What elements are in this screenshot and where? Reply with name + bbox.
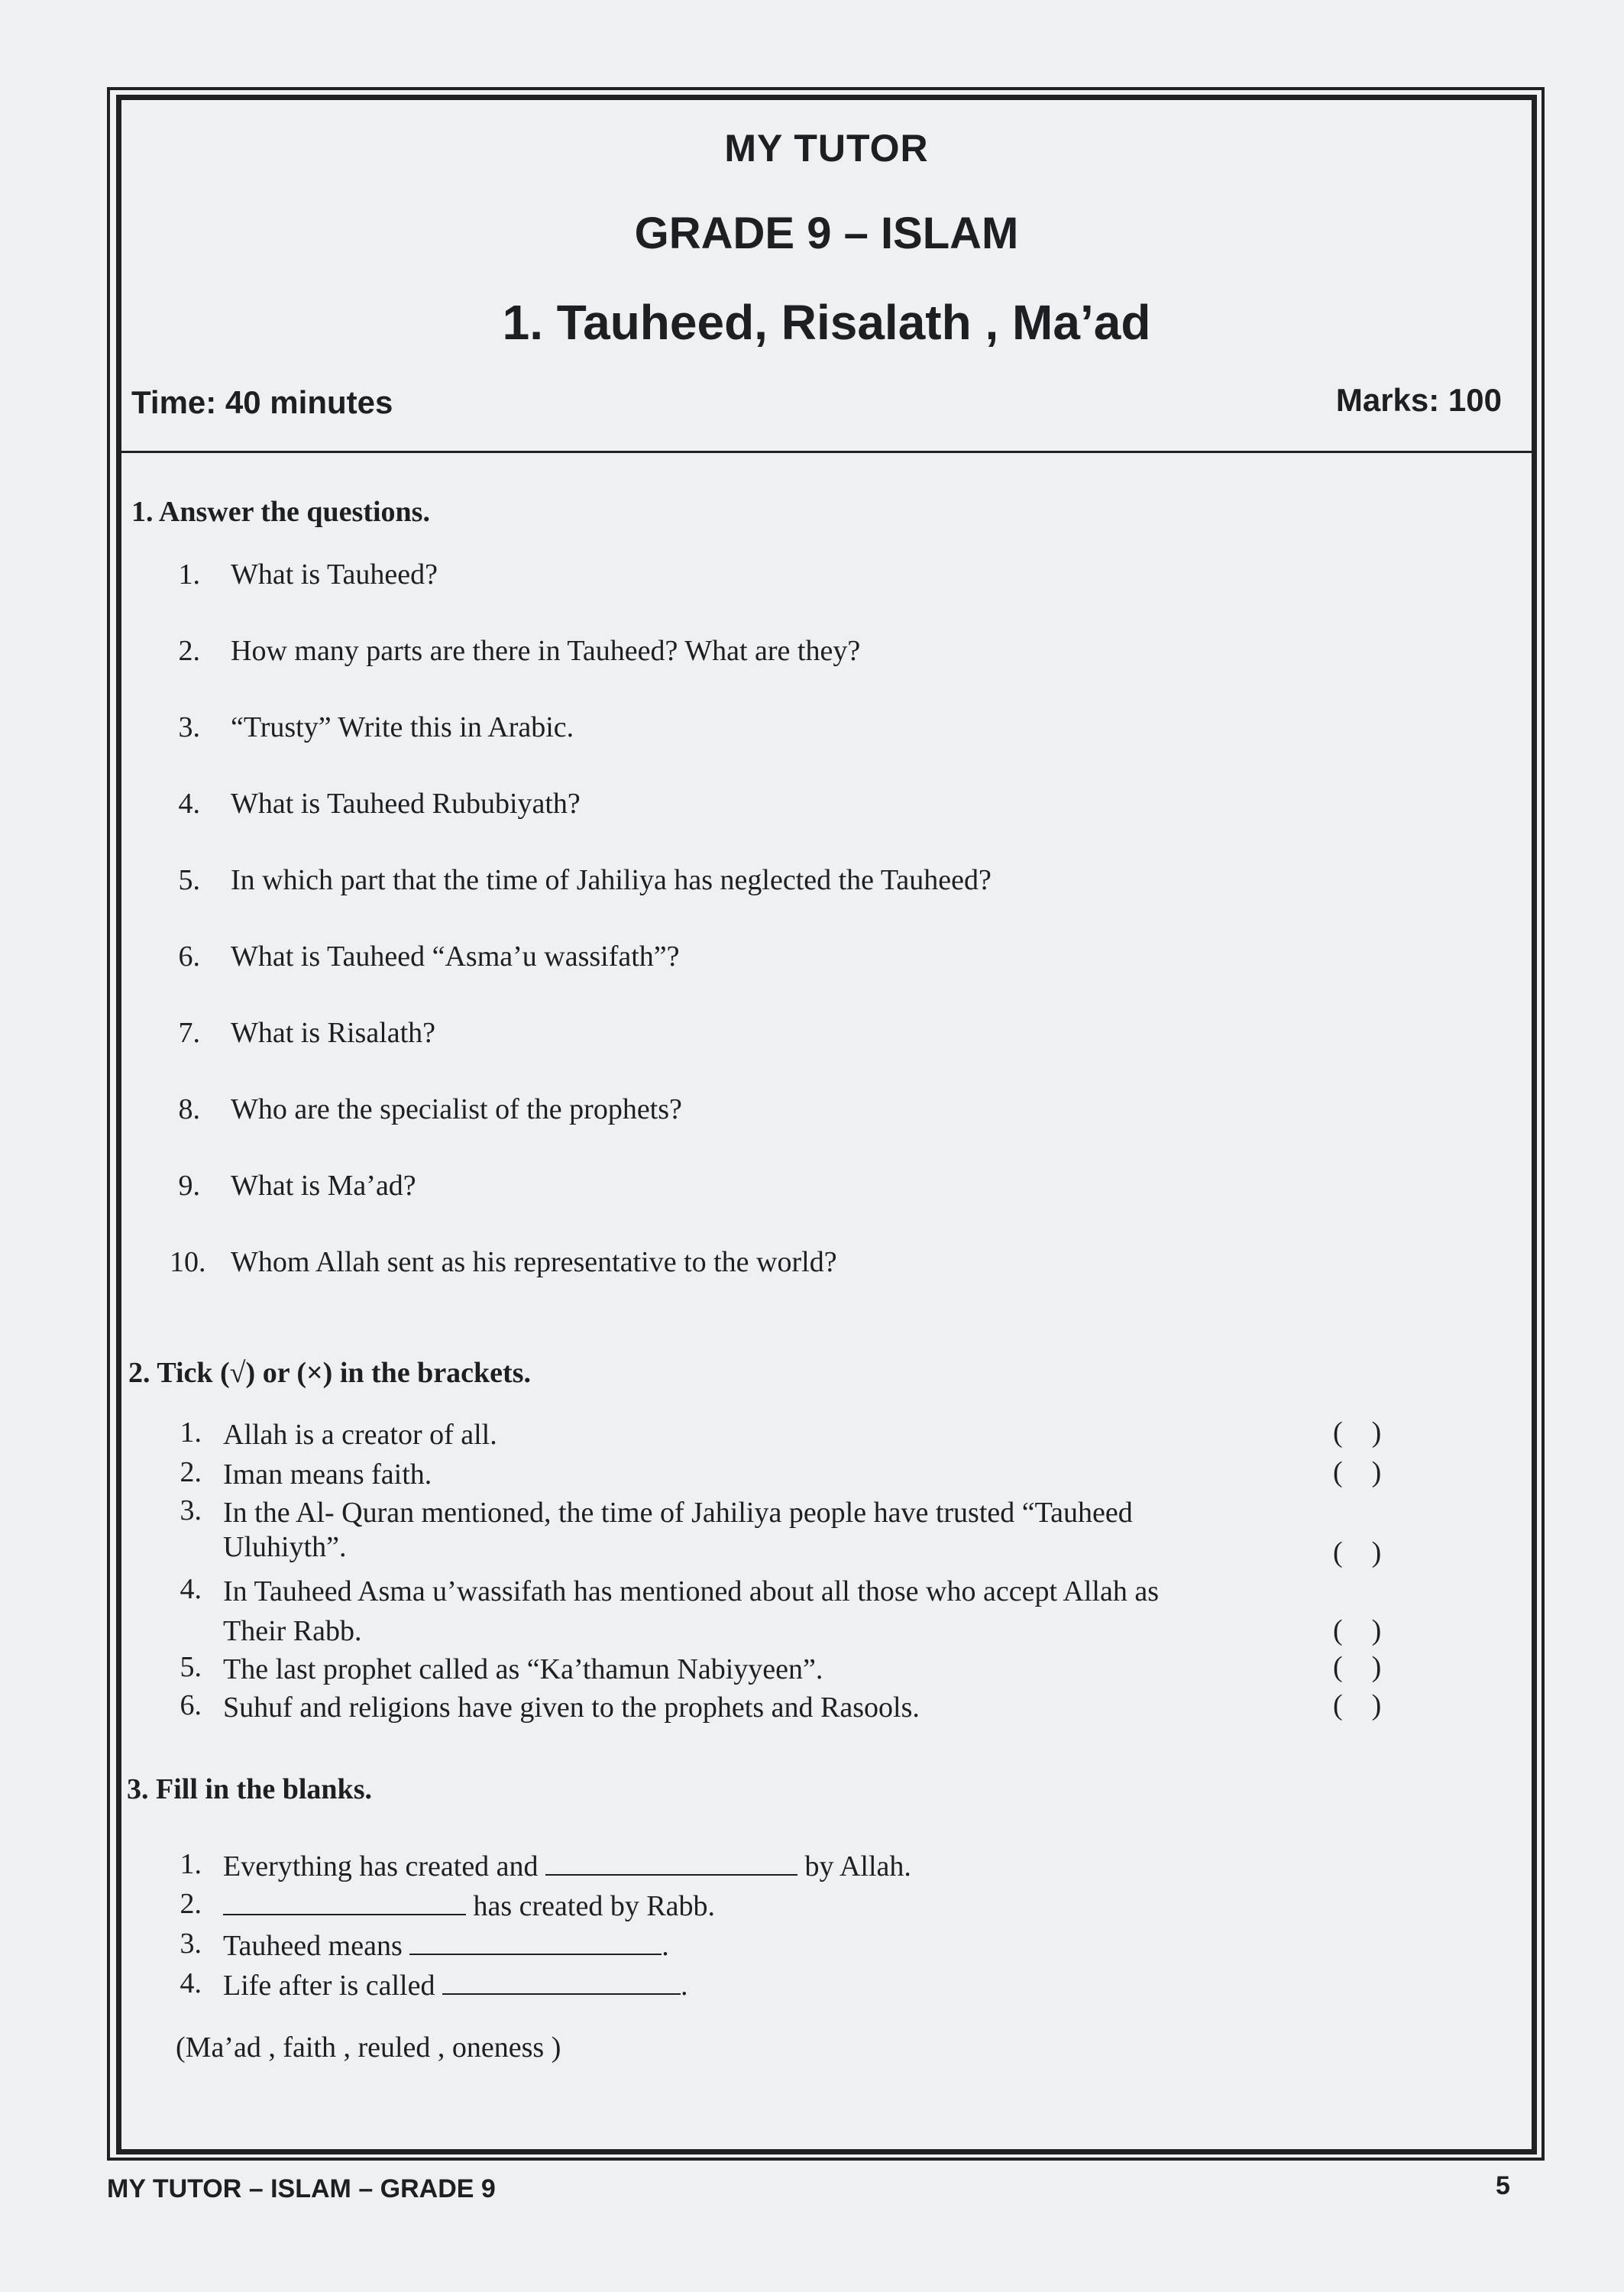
word-bank-text: (Ma’ad , faith , reuled , oneness ) <box>176 2031 561 2064</box>
item-number: 1. <box>180 1848 202 1880</box>
answer-bracket[interactable]: ( ) <box>1333 1689 1382 1721</box>
item-text-continued: Uluhiyth”. <box>223 1531 347 1563</box>
item-number: 3. <box>180 1928 202 1960</box>
answer-blank[interactable] <box>442 1970 681 1995</box>
item-number: 6. <box>180 1689 202 1721</box>
question-number: 7. <box>178 1017 200 1049</box>
question-text: How many parts are there in Tauheed? What are they? <box>231 635 861 667</box>
question-number: 1. <box>178 558 200 591</box>
item-text <box>223 1887 715 1925</box>
grade-title: GRADE 9 – ISLAM <box>634 209 1019 258</box>
text-after: . <box>662 1930 669 1962</box>
item-text: The last prophet called as “Ka’thamun Nabiyyeen”. <box>223 1653 823 1685</box>
item-text <box>223 1927 669 1965</box>
answer-blank[interactable] <box>223 1891 466 1915</box>
item-number: 2. <box>180 1888 202 1920</box>
text-after: has created by Rabb. <box>473 1890 716 1922</box>
item-text: Suhuf and religions have given to the prophets and Rasools. <box>223 1691 920 1724</box>
question-number: 3. <box>178 711 200 743</box>
question-number: 5. <box>178 864 200 896</box>
header-divider <box>116 451 1537 453</box>
answer-blank[interactable] <box>409 1931 662 1955</box>
marks-label: Marks: 100 <box>1335 382 1502 418</box>
item-number: 4. <box>180 1573 202 1605</box>
section-2-title: 2. Tick (√) or (×) in the brackets. <box>128 1357 531 1389</box>
question-number: 4. <box>178 788 200 820</box>
item-number: 2. <box>180 1456 202 1488</box>
text-before: Life after is called <box>223 1970 435 2002</box>
item-text-continued: Their Rabb. <box>223 1615 362 1647</box>
text-before: Everything has created and <box>223 1850 539 1882</box>
question-text: “Trusty” Write this in Arabic. <box>231 711 574 743</box>
question-text: In which part that the time of Jahiliya has neglected the Tauheed? <box>231 864 992 896</box>
text-before: Tauheed means <box>223 1930 403 1962</box>
question-number: 8. <box>178 1093 200 1125</box>
question-number: 6. <box>178 940 200 973</box>
lesson-title: 1. Tauheed, Risalath , Ma’ad <box>502 295 1151 350</box>
item-text: Allah is a creator of all. <box>223 1419 497 1451</box>
text-after: . <box>680 1970 688 2002</box>
page-number: 5 <box>1496 2171 1510 2200</box>
answer-bracket[interactable]: ( ) <box>1333 1614 1382 1646</box>
answer-bracket[interactable]: ( ) <box>1333 1651 1382 1683</box>
brand-title: MY TUTOR <box>724 127 929 170</box>
answer-bracket[interactable]: ( ) <box>1333 1456 1382 1488</box>
item-number: 4. <box>180 1967 202 1999</box>
answer-bracket[interactable]: ( ) <box>1333 1536 1382 1568</box>
question-text: Whom Allah sent as his representative to the world? <box>231 1246 837 1278</box>
item-text <box>223 1847 911 1886</box>
section-1-title: 1. Answer the questions. <box>131 496 430 528</box>
item-text: In Tauheed Asma u’wassifath has mentioned about all those who accept Allah as <box>223 1575 1159 1607</box>
question-number: 10. <box>170 1246 206 1278</box>
question-text: What is Tauheed? <box>231 558 438 591</box>
question-text: What is Tauheed “Asma’u wassifath”? <box>231 940 680 973</box>
section-3-title: 3. Fill in the blanks. <box>127 1773 372 1805</box>
time-label: Time: 40 minutes <box>131 384 393 420</box>
question-text: What is Tauheed Rububiyath? <box>231 788 581 820</box>
answer-blank[interactable] <box>545 1851 797 1876</box>
item-number: 1. <box>180 1416 202 1449</box>
answer-bracket[interactable]: ( ) <box>1333 1416 1382 1449</box>
question-number: 2. <box>178 635 200 667</box>
question-text: What is Risalath? <box>231 1017 436 1049</box>
item-text: Iman means faith. <box>223 1458 432 1491</box>
question-text: What is Ma’ad? <box>231 1170 416 1202</box>
item-number: 3. <box>180 1494 202 1526</box>
item-number: 5. <box>180 1651 202 1683</box>
question-number: 9. <box>178 1170 200 1202</box>
item-text <box>223 1967 687 2005</box>
footer-title: MY TUTOR – ISLAM – GRADE 9 <box>107 2174 496 2203</box>
item-text: In the Al- Quran mentioned, the time of Jahiliya people have trusted “Tauheed <box>223 1497 1133 1529</box>
text-after: by Allah. <box>804 1850 911 1882</box>
question-text: Who are the specialist of the prophets? <box>231 1093 682 1125</box>
